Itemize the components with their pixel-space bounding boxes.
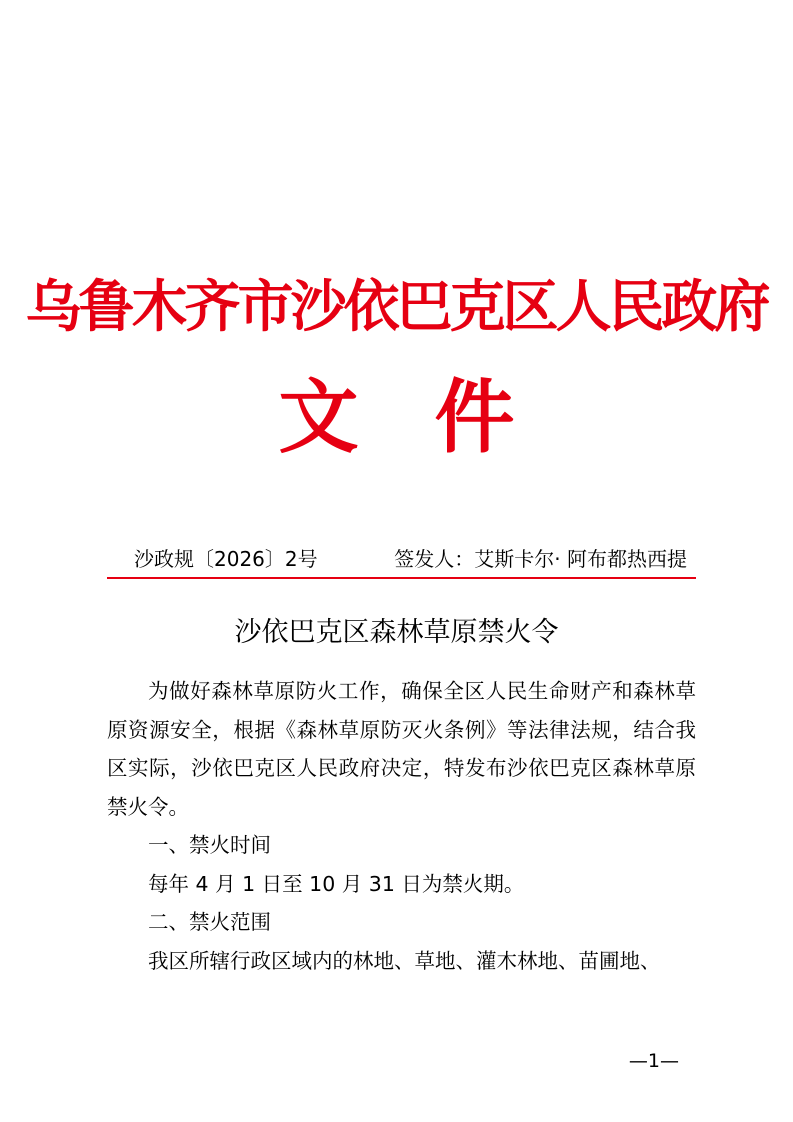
section-paragraph: 每年 4 月 1 日至 10 月 31 日为禁火期。: [148, 871, 525, 896]
section-heading: 一、禁火时间: [148, 833, 271, 857]
document-number: 沙政规〔2026〕2号: [134, 547, 318, 571]
issuing-organization: 乌鲁木齐市沙依巴克区人民政府: [25, 275, 768, 340]
red-divider: [107, 577, 696, 579]
signer: 签发人：艾斯卡尔· 阿布都热西提: [394, 547, 687, 571]
document-title: 沙依巴克区森林草原禁火令: [234, 617, 559, 648]
intro-paragraph: 为做好森林草原防火工作，确保全区人民生命财产和森林草原资源安全，根据《森林草原防灭火条例》等法律法规，结合我区实际，沙依巴克区人民政府决定，特发布沙依巴克区森林草原禁火令。: [107, 679, 696, 819]
document-body: [107, 672, 696, 980]
document-type-heading: 文件: [278, 371, 591, 464]
section-heading: 二、禁火范围: [148, 910, 271, 934]
section-paragraph: 我区所辖行政区域内的林地、草地、灌木林地、苗圃地、: [148, 948, 661, 973]
page-number: —1—: [628, 1050, 679, 1072]
